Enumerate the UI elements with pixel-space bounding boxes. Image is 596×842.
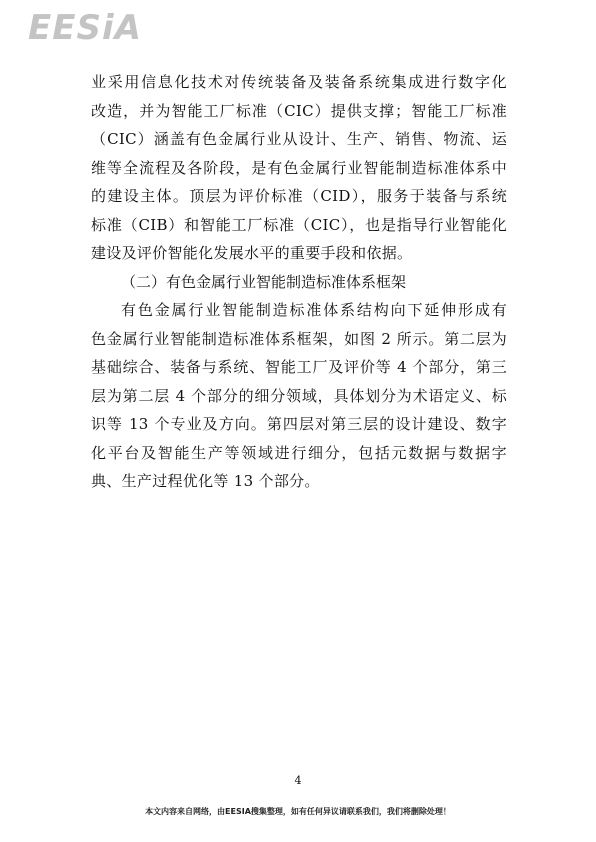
- section-heading: （二）有色金属行业智能制造标准体系框架: [121, 272, 407, 291]
- paragraph-line: 层为第二层 4 个部分的细分领域，具体划分为术语定义、标: [91, 386, 507, 405]
- paragraph-2: [91, 296, 507, 496]
- paragraph-line: 基础综合、装备与系统、智能工厂及评价等 4 个部分，第三: [91, 358, 507, 376]
- paragraph-line: 标准（CIB）和智能工厂标准（CIC），也是指导行业智能化: [91, 215, 507, 234]
- paragraph-line: 维等全流程及各阶段，是有色金属行业智能制造标准体系中: [91, 158, 507, 177]
- paragraph-line: （CIC）涵盖有色金属行业从设计、生产、销售、物流、运: [91, 130, 507, 148]
- page-number: 4: [294, 774, 302, 787]
- paragraph-line: 有色金属行业智能制造标准体系结构向下延伸形成有: [121, 301, 507, 319]
- paragraph-line: 色金属行业智能制造标准体系框架，如图 2 所示。第二层为: [91, 329, 507, 348]
- footer-disclaimer: 本文内容来自网络，由EESIA搜集整理，如有任何异议请联系我们，我们将删除处理！: [145, 807, 451, 816]
- paragraph-line: 识等 13 个专业及方向。第四层对第三层的设计建设、数字: [91, 415, 507, 433]
- paragraph-line: 改造，并为智能工厂标准（CIC）提供支撑；智能工厂标准: [91, 101, 507, 120]
- paragraph-line: 建设及评价智能化发展水平的重要手段和依据。: [91, 244, 413, 262]
- paragraph-line: 典、生产过程优化等 13 个部分。: [91, 472, 320, 490]
- document-body: [91, 68, 507, 496]
- paragraph-1: [91, 68, 507, 268]
- paragraph-line: 化平台及智能生产等领域进行细分，包括元数据与数据字: [91, 443, 507, 462]
- paragraph-line: 的建设主体。顶层为评价标准（CID），服务于装备与系统: [91, 187, 507, 205]
- eesia-logo: EESiA: [28, 8, 142, 48]
- paragraph-line: 业采用信息化技术对传统装备及装备系统集成进行数字化: [91, 73, 507, 91]
